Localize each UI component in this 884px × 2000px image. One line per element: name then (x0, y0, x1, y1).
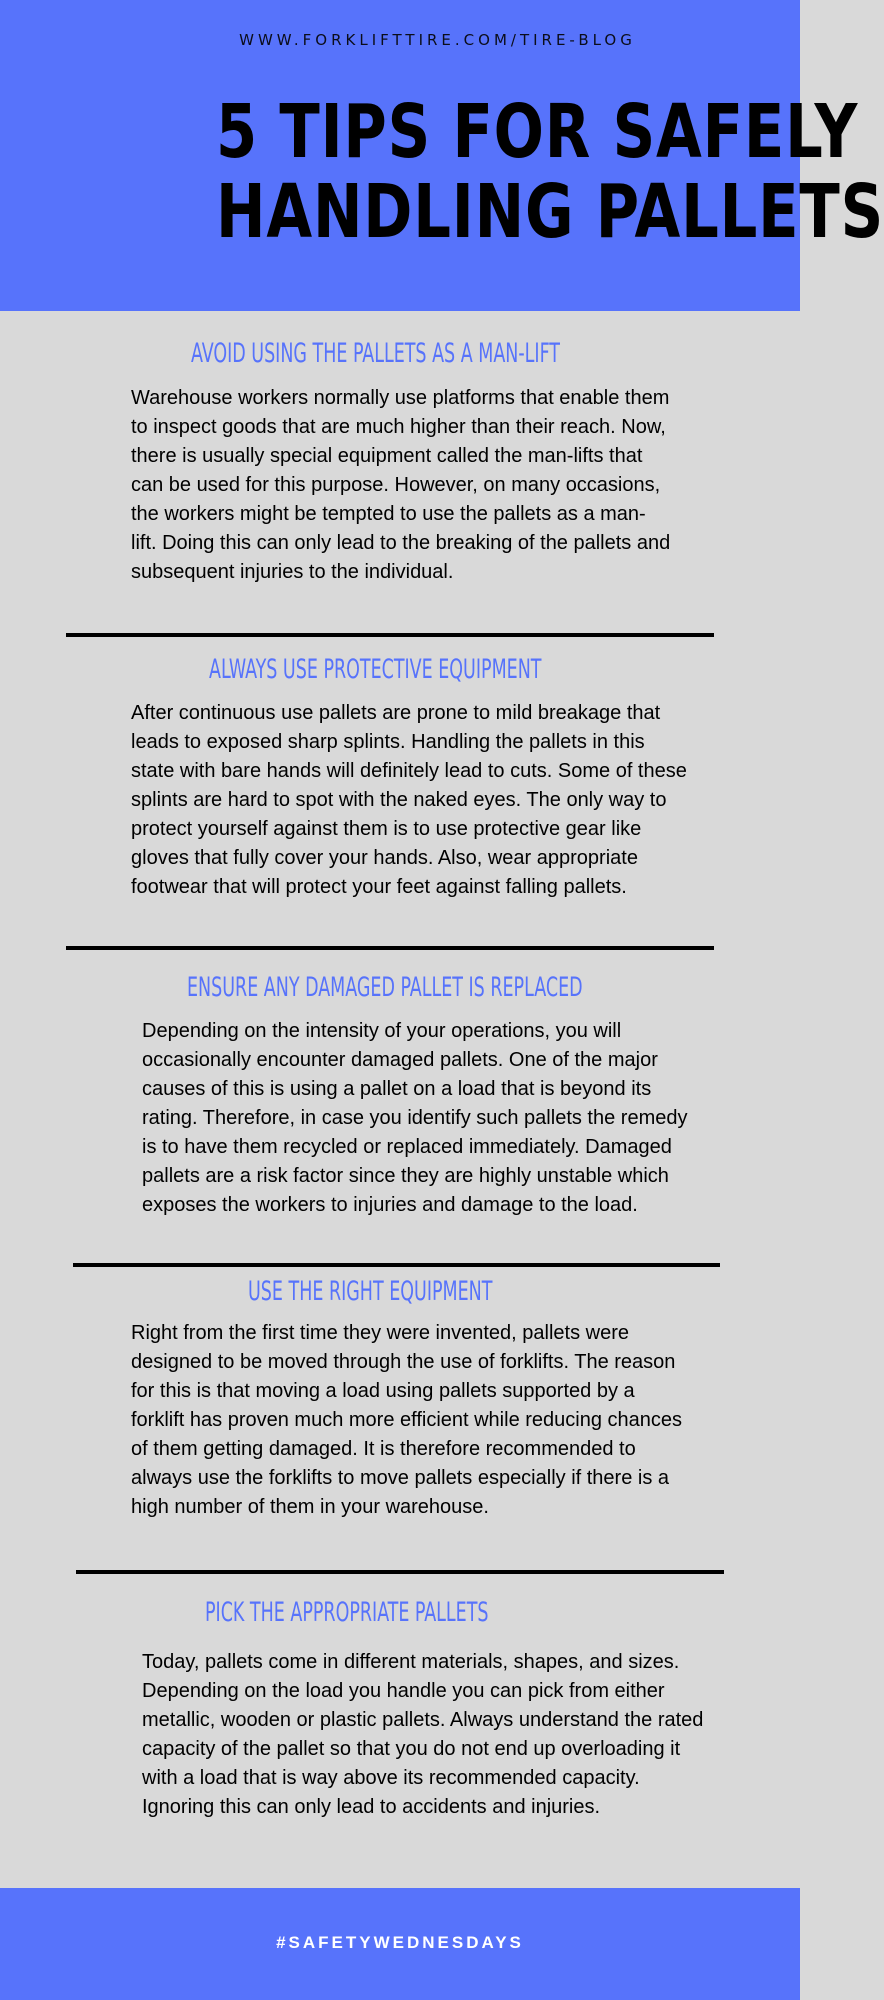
divider-3 (73, 1263, 720, 1267)
tip-1-body: Warehouse workers normally use platforms that enable them to inspect goods that are much higher than their reach. Now, there is usually special equipment called the man-lifts that can be used for this purpose. However, on many occasions, the workers might be tempted to use the pallets as a man-lift. Doing this can only lead to the breaking of the pallets and subsequent injuries to the individual. (131, 387, 671, 583)
tip-3-body: Depending on the intensity of your operations, you will occasionally encounter damaged pallets. One of the major causes of this is using a pallet on a load that is beyond its rating. Therefore, in case you identify such pallets the remedy is to have them recycled or replaced immediately. Damaged pallets are a risk factor since they are highly unstable which exposes the workers to injuries and damage to the load. (142, 1020, 688, 1216)
title-line-2: HANDLING PALLETS (216, 169, 884, 255)
tip-2-heading: ALWAYS USE PROTECTIVE EQUIPMENT (209, 654, 542, 685)
divider-1 (66, 633, 714, 637)
tip-5-heading: PICK THE APPROPRIATE PALLETS (205, 1597, 489, 1628)
divider-4 (76, 1570, 724, 1574)
site-url: WWW.FORKLIFTTIRE.COM/TIRE-BLOG (239, 31, 636, 49)
tip-1-heading: AVOID USING THE PALLETS AS A MAN-LIFT (191, 338, 560, 369)
tip-5-body: Today, pallets come in different materials, shapes, and sizes. Depending on the load you handle you can pick from either metallic, wooden or plastic pallets. Always understand the rated capacity of the pallet so that you do not end up overloading it with a load that is way above its recommended capacity. Ignoring this can only lead to accidents and injuries. (142, 1651, 704, 1818)
tip-4-body: Right from the first time they were invented, pallets were designed to be moved through the use of forklifts. The reason for this is that moving a load using pallets supported by a forklift has proven much more efficient while reducing chances of them getting damaged. It is therefore recommended to always use the forklifts to move pallets especially if there is a high number of them in your warehouse. (131, 1322, 683, 1518)
tip-3-heading: ENSURE ANY DAMAGED PALLET IS REPLACED (187, 972, 583, 1003)
title-line-1: 5 TIPS FOR SAFELY (216, 89, 859, 175)
tip-2-body: After continuous use pallets are prone to mild breakage that leads to exposed sharp splints. Handling the pallets in this state with bare hands will definitely lead to cuts. Some of these splints are hard to spot with the naked eyes. The only way to protect yourself against them is to use protective gear like gloves that fully cover your hands. Also, wear appropriate footwear that will protect your feet against falling pallets. (131, 702, 687, 898)
divider-2 (66, 946, 714, 950)
footer-hashtag: #SAFETYWEDNESDAYS (276, 1933, 524, 1952)
page-title (216, 89, 884, 255)
tip-4-heading: USE THE RIGHT EQUIPMENT (248, 1276, 493, 1307)
